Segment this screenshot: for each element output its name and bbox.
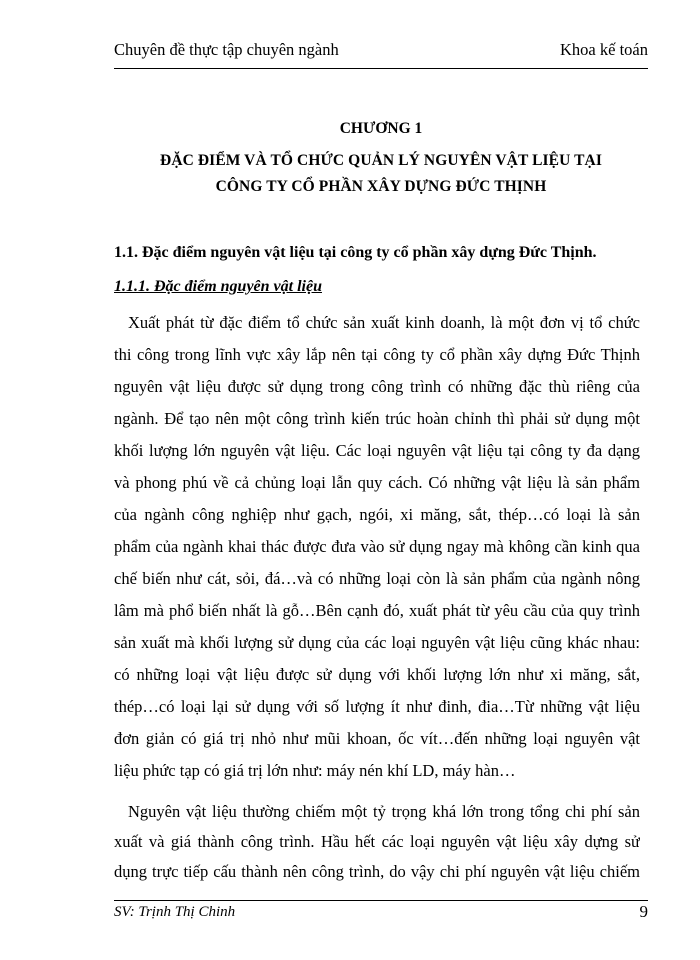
paragraph-1-line: thi công trong lĩnh vực xây lắp nên tại công ty cổ phần xây dựng Đức Thịnh [114,345,640,364]
paragraph-1-line: và phong phú về cả chủng loại lẫn quy cách. Có những vật liệu là sản phẩm [114,473,640,492]
paragraph-1-line: của ngành công nghiệp như gạch, ngói, xi măng, sắt, thép…có loại là sản [114,505,640,524]
paragraph-1-line: phẩm của ngành khai thác được đưa vào sử dụng ngay mà không cần kinh qua [114,537,640,556]
footer-student-name: SV: Trịnh Thị Chinh [114,904,236,920]
paragraph-1-line: có những loại vật liệu được sử dụng với khối lượng lớn như xi măng, sắt, [114,665,640,684]
paragraph-1-line: đơn giản có giá trị nhỏ như mũi khoan, ốc vít…đến những loại nguyên vật [114,729,640,748]
paragraph-1-line: chế biến như cát, sỏi, đá…và có những loại còn là sản phẩm của ngành nông [114,569,640,588]
paragraph-1-line: thép…có loại lại sử dụng với số lượng ít như đinh, đia…Từ những vật liệu [114,697,640,716]
paragraph-1-line: ngành. Để tạo nên một công trình kiến trúc hoàn chỉnh thì phải sử dụng một [114,409,640,428]
paragraph-1-line: lâm mà phổ biến nhất là gỗ…Bên cạnh đó, xuất phát từ yêu cầu của quy trình [114,601,640,620]
paragraph-2-line: Nguyên vật liệu thường chiếm một tỷ trọng khá lớn trong tổng chi phí sản [128,802,640,821]
chapter-title-line-2: CÔNG TY CỔ PHẦN XÂY DỰNG ĐỨC THỊNH [215,178,547,195]
paragraph-2-line: xuất và giá thành công trình. Hầu hết các loại nguyên vật liệu xây dựng sử [114,832,640,851]
chapter-title-line-1: ĐẶC ĐIỂM VÀ TỔ CHỨC QUẢN LÝ NGUYÊN VẬT LIỆU TẠI [160,152,602,169]
section-heading-1-1-1: 1.1.1. Đặc điểm nguyên vật liệu [114,278,322,295]
page-number: 9 [639,902,648,921]
page-header [114,40,648,69]
paragraph-1-line: liệu phức tạp có giá trị lớn như: máy nén khí LD, máy hàn… [114,761,516,780]
header-department: Khoa kế toán [560,40,648,59]
paragraph-1-line: nguyên vật liệu được sử dụng trong công trình có những đặc thù riêng của [114,377,640,396]
page-footer [114,900,648,925]
paragraph-1-line: khối lượng lớn nguyên vật liệu. Các loại nguyên vật liệu tại công ty đa dạng [114,441,640,460]
paragraph-1-line: sản xuất mà khối lượng sử dụng của các loại nguyên vật liệu cũng khác nhau: [114,633,640,652]
section-heading-1-1: 1.1. Đặc điểm nguyên vật liệu tại công ty cổ phần xây dựng Đức Thịnh. [114,244,597,261]
paragraph-2-line: dụng trực tiếp cấu thành nên công trình, do vậy chi phí nguyên vật liệu chiếm [114,862,640,881]
paragraph-1-line: Xuất phát từ đặc điểm tổ chức sản xuất kinh doanh, là một đơn vị tổ chức [128,313,640,332]
chapter-number: CHƯƠNG 1 [339,120,423,137]
header-course-title: Chuyên đề thực tập chuyên ngành [114,40,339,59]
